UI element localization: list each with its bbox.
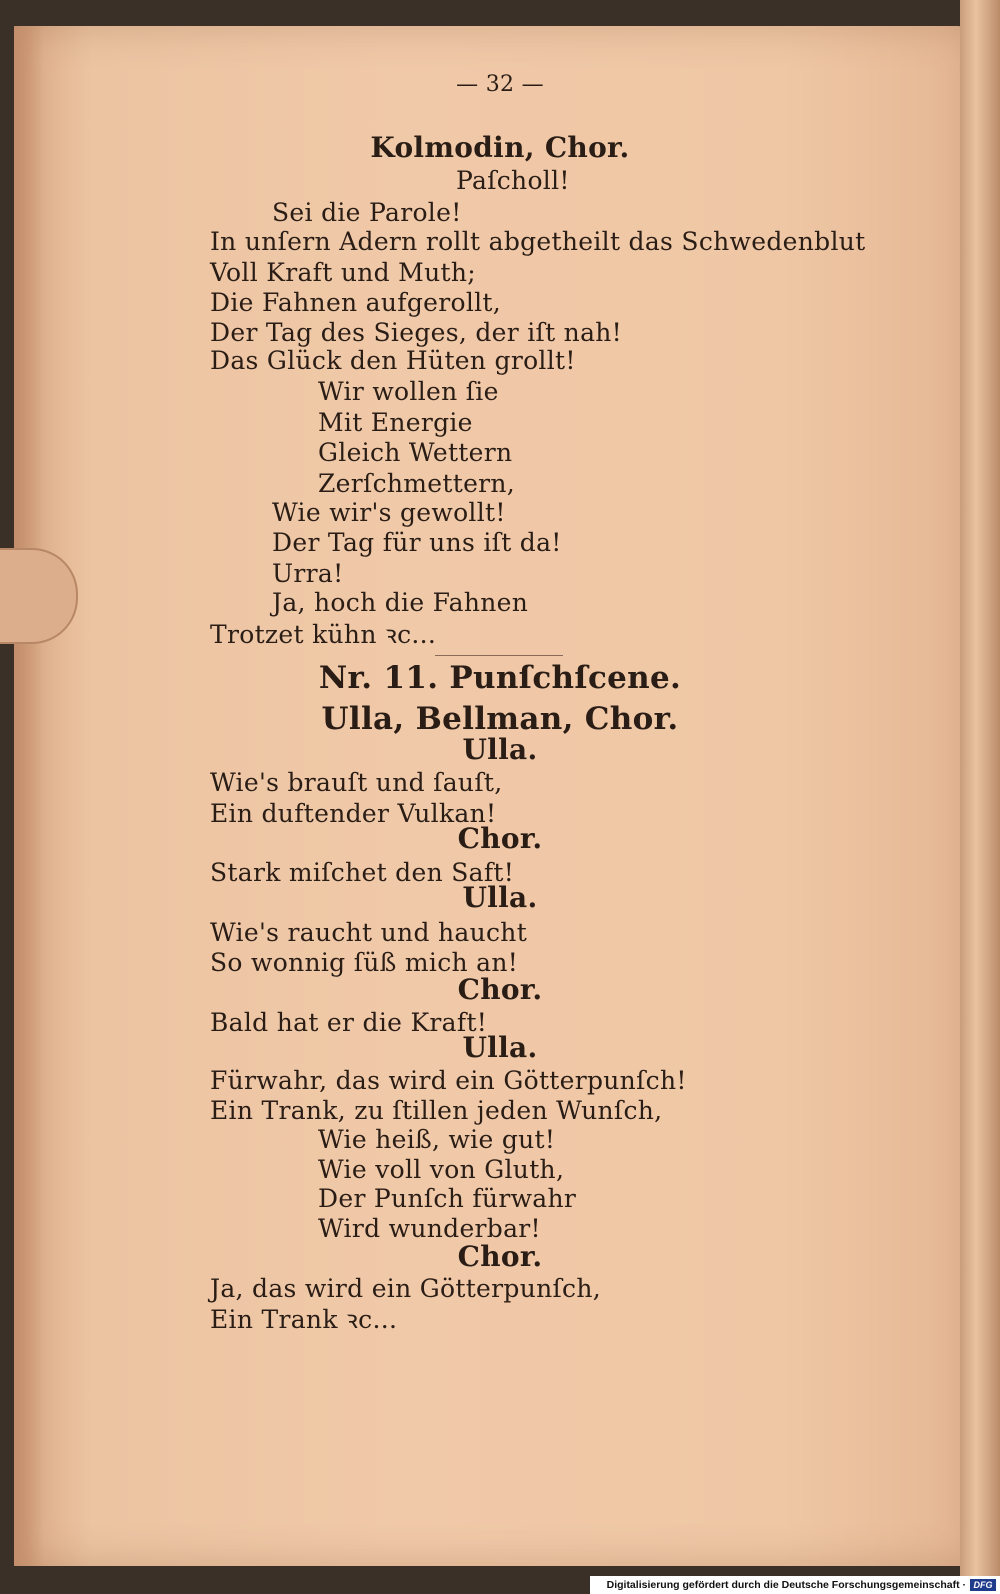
speaker-label: Chor. — [457, 973, 543, 1006]
speaker-label: Chor. — [457, 822, 543, 855]
verse-line: Voll Kraft und Muth; — [210, 258, 476, 287]
verse-line: Paſcholl! — [456, 166, 570, 195]
verse-line: Fürwahr, das wird ein Götterpunſch! — [210, 1066, 687, 1095]
section1-speakers: Kolmodin, Chor. — [370, 131, 630, 164]
verse-line: Der Tag des Sieges, der iſt nah! — [210, 318, 623, 347]
section2-title: Nr. 11. Punſchſcene. — [318, 660, 682, 696]
verse-line: Wie voll von Gluth, — [318, 1155, 565, 1184]
verse-line: Ja, das wird ein Götterpunſch, — [210, 1274, 602, 1303]
speaker-label: Ulla. — [462, 733, 538, 766]
verse-line: Wie heiß, wie gut! — [318, 1125, 556, 1154]
verse-line: Wie's raucht und haucht — [210, 918, 528, 947]
verse-line: So wonnig ſüß mich an! — [210, 948, 519, 977]
verse-line: Bald hat er die Kraft! — [210, 1008, 488, 1037]
page-number: — 32 — — [456, 72, 544, 97]
verse-line: Wir wollen ſie — [318, 377, 499, 406]
dfg-logo: DFG — [970, 1579, 996, 1591]
speaker-label: Ulla. — [462, 1031, 538, 1064]
section-divider — [435, 655, 563, 656]
verse-line: Wie's brauſt und ſauſt, — [210, 768, 503, 797]
verse-line: Trotzet kühn ꝛc... — [210, 620, 437, 649]
verse-line: Ein Trank, zu ſtillen jeden Wunſch, — [210, 1096, 663, 1125]
verse-line: Mit Energie — [318, 408, 473, 437]
verse-line: Zerſchmettern, — [318, 469, 516, 498]
credit-text: Digitalisierung gefördert durch die Deutsche Forschungsgemeinschaft · — [606, 1579, 966, 1591]
verse-line: Die Fahnen aufgerollt, — [210, 288, 502, 317]
digitization-credit — [590, 1576, 1000, 1594]
verse-line: Gleich Wettern — [318, 438, 513, 467]
verse-line: In unſern Adern rollt abgetheilt das Schwedenblut — [210, 227, 866, 256]
verse-line: Das Glück den Hüten grollt! — [210, 346, 576, 375]
verse-line: Ja, hoch die Fahnen — [272, 588, 529, 617]
verse-line: Ein duftender Vulkan! — [210, 799, 497, 828]
verse-line: Der Tag für uns iſt da! — [272, 528, 562, 557]
section2-speakers: Ulla, Bellman, Chor. — [321, 701, 679, 737]
verse-line: Wie wir's gewollt! — [272, 498, 506, 527]
verse-line: Urra! — [272, 559, 344, 588]
verse-line: Stark miſchet den Saft! — [210, 858, 515, 887]
speaker-label: Ulla. — [462, 881, 538, 914]
verse-line: Ein Trank ꝛc... — [210, 1305, 398, 1334]
verse-line: Sei die Parole! — [272, 198, 462, 227]
verse-line: Wird wunderbar! — [318, 1214, 541, 1243]
verse-line: Der Punſch fürwahr — [318, 1184, 577, 1213]
speaker-label: Chor. — [457, 1240, 543, 1273]
